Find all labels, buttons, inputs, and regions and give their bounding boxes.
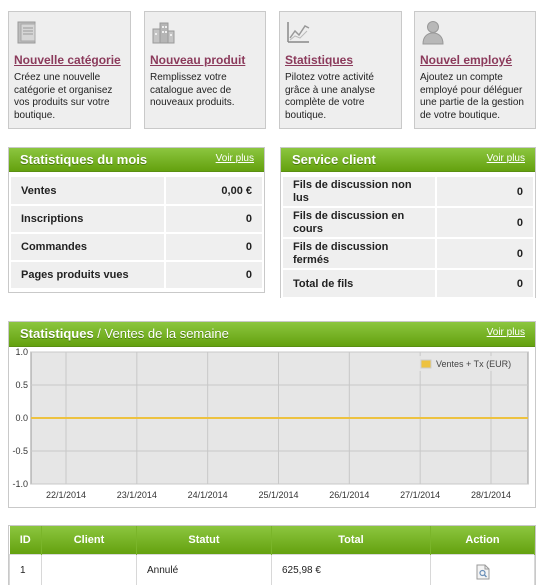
- order-id: 1: [10, 554, 42, 585]
- quick-link-new-product[interactable]: [144, 11, 266, 129]
- column-header: Total: [272, 526, 431, 554]
- weekly-sales-chart: [9, 347, 535, 501]
- row-value: 0: [165, 205, 263, 233]
- row-label: Fils de discussion non lus: [282, 176, 436, 207]
- x-tick-label: 22/1/2014: [45, 490, 87, 500]
- row-value: 0: [436, 176, 534, 207]
- panel-title: Service client: [292, 152, 376, 167]
- column-header: Client: [42, 526, 137, 554]
- monthly-stats-table: [9, 175, 264, 290]
- quick-link-description: Créez une nouvelle catégorie et organisez vos produits sur votre boutique.: [14, 72, 113, 121]
- table-row[interactable]: [10, 554, 535, 585]
- y-tick-label: 0.0: [15, 413, 28, 423]
- order-total: 625,98 €: [272, 554, 431, 585]
- column-header: Statut: [137, 526, 272, 554]
- column-header: Action: [431, 526, 535, 554]
- x-tick-label: 26/1/2014: [329, 490, 370, 500]
- order-action-cell: [431, 554, 535, 585]
- weekly-sales-panel: [8, 321, 536, 508]
- quick-link-title[interactable]: Nouvelle catégorie: [14, 53, 121, 67]
- panel-header: [281, 148, 535, 172]
- y-tick-label: -0.5: [12, 446, 28, 456]
- row-label: Commandes: [10, 233, 165, 261]
- folder-icon: [14, 19, 40, 45]
- customer-service-table: [281, 175, 535, 299]
- panel-subtitle: Ventes de la semaine: [104, 326, 229, 341]
- title-separator: /: [93, 326, 105, 341]
- table-row: [10, 205, 263, 233]
- orders-table: [9, 526, 535, 585]
- chart-icon: [285, 19, 311, 45]
- quick-link-statistics[interactable]: [279, 11, 402, 129]
- row-label: Total de fils: [282, 269, 436, 298]
- see-more-link[interactable]: Voir plus: [486, 327, 525, 338]
- row-value: 0: [436, 207, 534, 238]
- customer-service-panel: [280, 147, 536, 298]
- table-row: [282, 269, 534, 298]
- quick-link-new-category[interactable]: [8, 11, 131, 129]
- panel-title-main: Statistiques: [20, 326, 94, 341]
- legend-swatch: [421, 360, 431, 368]
- quick-link-description: Remplissez votre catalogue avec de nouveaux produits.: [150, 72, 235, 108]
- legend-label: Ventes + Tx (EUR): [436, 359, 512, 369]
- table-row: [10, 261, 263, 289]
- row-value: 0: [436, 238, 534, 269]
- table-row: [282, 176, 534, 207]
- panel-header: [9, 148, 264, 172]
- quick-link-description: Pilotez votre activité grâce à une analyse complète de votre boutique.: [285, 72, 376, 121]
- quick-link-description: Ajoutez un compte employé pour déléguer une partie de la gestion de votre boutique.: [420, 72, 524, 121]
- y-tick-label: -1.0: [12, 479, 28, 489]
- see-more-link[interactable]: Voir plus: [486, 153, 525, 164]
- x-tick-label: 27/1/2014: [400, 490, 441, 500]
- table-row: [282, 238, 534, 269]
- quick-link-title[interactable]: Nouvel employé: [420, 53, 513, 67]
- orders-panel: [8, 525, 536, 585]
- row-value: 0: [165, 233, 263, 261]
- person-icon: [420, 19, 446, 45]
- row-label: Ventes: [10, 176, 165, 205]
- column-header: ID: [10, 526, 42, 554]
- row-label: Fils de discussion en cours: [282, 207, 436, 238]
- y-tick-label: 1.0: [15, 347, 28, 357]
- row-label: Pages produits vues: [10, 261, 165, 289]
- panel-header: [9, 322, 535, 347]
- quick-link-title[interactable]: Statistiques: [285, 53, 354, 67]
- table-header-row: [10, 526, 535, 554]
- x-tick-label: 23/1/2014: [116, 490, 157, 500]
- y-tick-label: 0.5: [15, 380, 28, 390]
- x-tick-label: 25/1/2014: [258, 490, 299, 500]
- see-more-link[interactable]: Voir plus: [215, 153, 254, 164]
- row-value: 0: [165, 261, 263, 289]
- row-value: 0,00 €: [165, 176, 263, 205]
- buildings-icon: [150, 19, 176, 45]
- order-client: [42, 554, 137, 585]
- panel-title: [20, 326, 229, 341]
- row-label: Fils de discussion fermés: [282, 238, 436, 269]
- table-row: [10, 233, 263, 261]
- order-status: Annulé: [137, 554, 272, 585]
- panel-title: Statistiques du mois: [20, 152, 148, 167]
- quick-link-new-employee[interactable]: [414, 11, 536, 129]
- table-row: [10, 176, 263, 205]
- monthly-stats-panel: [8, 147, 265, 293]
- table-row: [282, 207, 534, 238]
- row-value: 0: [436, 269, 534, 298]
- row-label: Inscriptions: [10, 205, 165, 233]
- x-tick-label: 24/1/2014: [187, 490, 228, 500]
- x-tick-label: 28/1/2014: [470, 490, 512, 500]
- quick-link-title[interactable]: Nouveau produit: [150, 53, 246, 67]
- view-document-icon[interactable]: [476, 564, 490, 580]
